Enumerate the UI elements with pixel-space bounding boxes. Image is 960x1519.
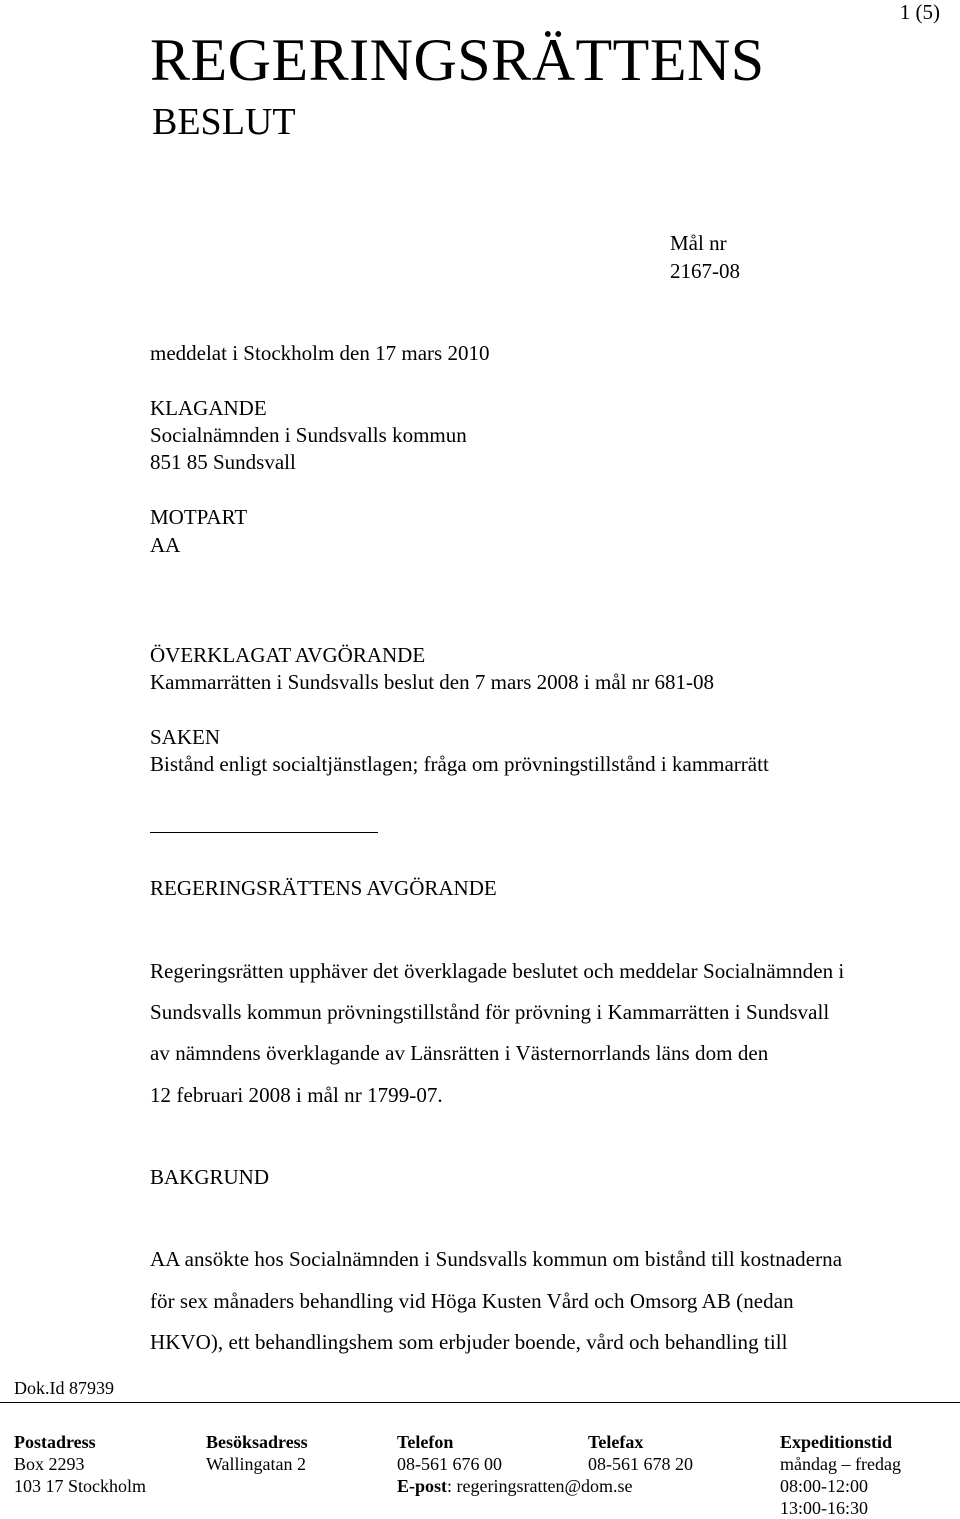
background-line: AA ansökte hos Socialnämnden i Sundsvalls kommun om bistånd till kostnaderna [150,1247,843,1271]
case-number-label: Mål nr [670,231,727,255]
document-id: Dok.Id 87939 [14,1378,114,1398]
page-number: 1 (5) [899,0,940,24]
section-separator [150,832,378,833]
footer-postal-line: 103 17 Stockholm [14,1476,147,1496]
footer-hours-line: 08:00-12:00 [780,1476,868,1496]
klagande-name: Socialnämnden i Sundsvalls kommun [150,423,467,447]
footer-email-value: : regeringsratten@dom.se [447,1476,633,1496]
footer-hours-line: 13:00-16:30 [780,1498,868,1518]
footer-hours-heading: Expeditionstid [780,1432,893,1452]
background-line: för sex månaders behandling vid Höga Kusten Vård och Omsorg AB (nedan [150,1289,794,1313]
motpart-heading: MOTPART [150,505,248,529]
klagande-heading: KLAGANDE [150,396,267,420]
background-heading: BAKGRUND [150,1165,270,1189]
footer-phone-line: 08-561 676 00 [397,1454,502,1474]
issued-line: meddelat i Stockholm den 17 mars 2010 [150,341,490,365]
subject-heading: SAKEN [150,725,221,749]
background-line: HKVO), ett behandlingshem som erbjuder boende, vård och behandling till [150,1330,788,1354]
footer-fax-line: 08-561 678 20 [588,1454,693,1474]
appealed-text: Kammarrätten i Sundsvalls beslut den 7 mars 2008 i mål nr 681-08 [150,670,714,694]
case-number: 2167-08 [670,259,740,283]
footer-postal-heading: Postadress [14,1432,96,1452]
footer-postal-line: Box 2293 [14,1454,85,1474]
appealed-heading: ÖVERKLAGAT AVGÖRANDE [150,643,426,667]
decision-line: Sundsvalls kommun prövningstillstånd för prövning i Kammarrätten i Sundsvall [150,1000,830,1024]
footer-email-label: E-post [397,1476,448,1496]
motpart-name: AA [150,533,181,557]
footer-hours-line: måndag – fredag [780,1454,901,1474]
decision-line: av nämndens överklagande av Länsrätten i Västernorrlands läns dom den [150,1041,769,1065]
footer-phone-heading: Telefon [397,1432,454,1452]
footer-rule [0,1402,960,1403]
decision-heading: REGERINGSRÄTTENS AVGÖRANDE [150,876,497,900]
document-subtitle: BESLUT [152,101,296,143]
footer-email[interactable] [397,1475,633,1497]
footer-visit-heading: Besöksadress [206,1432,308,1452]
decision-line: Regeringsrätten upphäver det överklagade beslutet och meddelar Socialnämnden i [150,959,845,983]
decision-line: 12 februari 2008 i mål nr 1799-07. [150,1083,443,1107]
footer-visit-line: Wallingatan 2 [206,1454,307,1474]
subject-text: Bistånd enligt socialtjänstlagen; fråga om prövningstillstånd i kammarrätt [150,752,769,776]
document-title: REGERINGSRÄTTENS [150,27,765,93]
footer-fax-heading: Telefax [588,1432,644,1452]
klagande-address: 851 85 Sundsvall [150,450,296,474]
